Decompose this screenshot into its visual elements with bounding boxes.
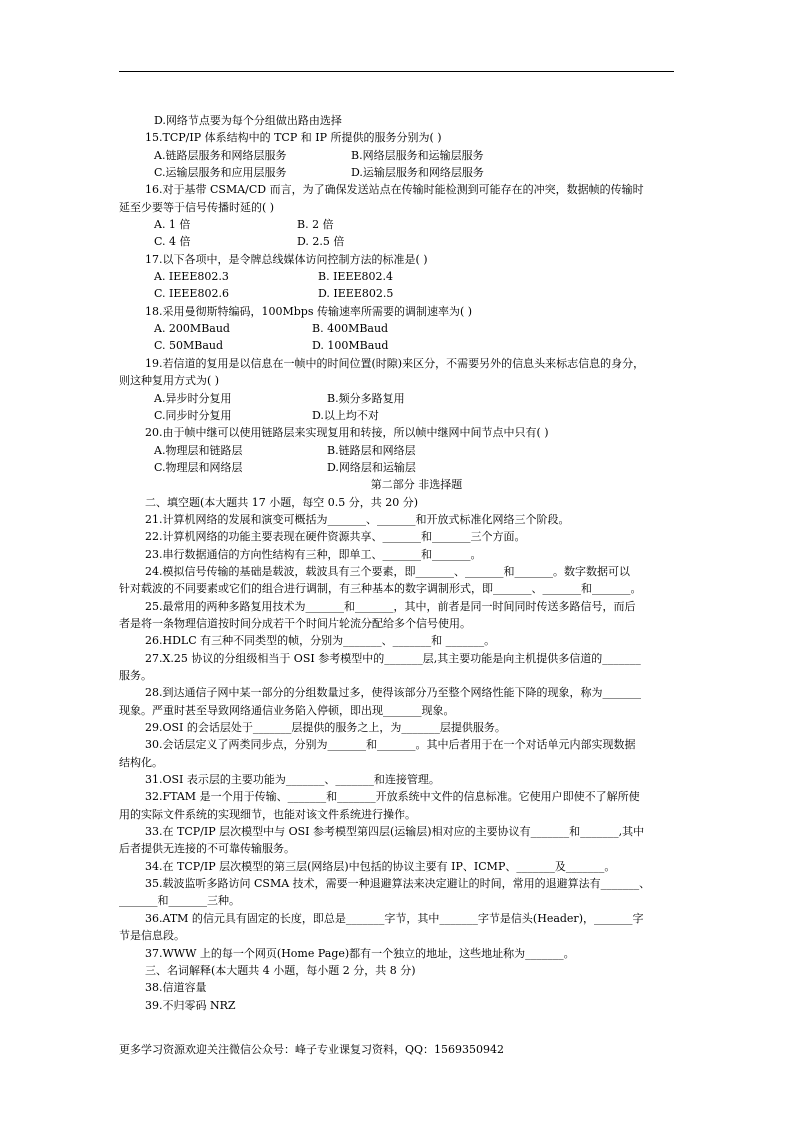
q16-options-row2	[119, 233, 674, 250]
q16-option-a: A. 1 倍	[154, 218, 191, 232]
q15-option-d: D.运输层服务和网络层服务	[351, 166, 484, 180]
q38: 38.信道容量	[145, 981, 207, 995]
q19-option-a: A.异步时分复用	[154, 391, 232, 405]
q20-option-c: C.物理层和网络层	[154, 460, 243, 474]
q20-option-a: A.物理层和链路层	[154, 443, 243, 457]
q27-line2: 服务。	[119, 669, 152, 682]
part2-title: 第二部分 非选择题	[370, 478, 463, 492]
q18-option-c: C. 50MBaud	[154, 339, 224, 353]
q37: 37.WWW 上的每一个网页(Home Page)都有一个独立的地址，这些地址称为_______。	[145, 946, 575, 960]
q20-stem: 20.由于帧中继可以使用链路层来实现复用和转接，所以帧中继网中间节点中只有( )	[145, 426, 549, 440]
q15-options-row1	[119, 147, 674, 164]
q27-line1: 27.X.25 协议的分组级相当于 OSI 参考模型中的_______层,其主要功能是向主机提供多信道的_______	[145, 651, 641, 665]
q25-line2: 者是将一条物理信道按时间分成若干个时间片轮流分配给多个信号使用。	[119, 616, 471, 630]
q18-option-d: D. 100MBaud	[312, 339, 389, 353]
q36-line2: 节是信息段。	[119, 929, 185, 943]
q20-option-b: B.链路层和网络层	[327, 443, 416, 457]
q28-line2: 现象。严重时甚至导致网络通信业务陷入停顿，即出现_______现象。	[119, 703, 455, 717]
q25-line1: 25.最常用的两种多路复用技术为_______和_______，其中，前者是同一时间同时传送多路信号，而后	[145, 599, 636, 613]
q29: 29.OSI 的会话层处于_______层提供的服务之上，为_______层提供服务。	[145, 721, 506, 735]
q17-option-d: D. IEEE802.5	[318, 287, 394, 301]
q15-options-row2	[119, 164, 674, 181]
q15-stem: 15.TCP/IP 体系结构中的 TCP 和 IP 所提供的服务分别为( )	[145, 131, 442, 145]
q20-options-row2	[119, 459, 674, 476]
q16-options-row1	[119, 216, 674, 233]
q17-options-row2	[119, 285, 674, 302]
q28-line1: 28.到达通信子网中某一部分的分组数量过多，使得该部分乃至整个网络性能下降的现象，称为_______	[145, 686, 641, 700]
q19-options-row1	[119, 390, 674, 407]
q16-stem-line2: 延至少要等于信号传播时延的( )	[119, 200, 275, 214]
q17-option-a: A. IEEE802.3	[154, 270, 229, 284]
exam-content	[119, 112, 674, 1014]
q18-stem: 18.采用曼彻斯特编码，100Mbps 传输速率所需要的调制速率为( )	[145, 304, 473, 318]
q15-option-b: B.网络层服务和运输层服务	[351, 148, 484, 162]
q33-line1: 33.在 TCP/IP 层次模型中与 OSI 参考模型第四层(运输层)相对应的主要协议有_______和_______,其中	[145, 825, 645, 839]
q23: 23.串行数据通信的方向性结构有三种，即单工、_______和_______。	[145, 547, 482, 561]
section2-title: 二、填空题(本大题共 17 小题，每空 0.5 分，共 20 分)	[145, 495, 419, 509]
q16-option-d: D. 2.5 倍	[297, 235, 345, 249]
q35-line1: 35.载波监听多路访问 CSMA 技术，需要一种退避算法来决定避让的时间，常用的退避算法有_______、	[145, 877, 651, 891]
q20-option-d: D.网络层和运输层	[327, 460, 416, 474]
page-footer: 更多学习资源欢迎关注微信公众号：峰子专业课复习资料，QQ：1569350942	[119, 1043, 505, 1056]
q15-option-c: C.运输层服务和应用层服务	[154, 166, 287, 180]
q31: 31.OSI 表示层的主要功能为_______、_______和连接管理。	[145, 773, 440, 787]
q35-line2: _______和_______三种。	[119, 894, 240, 908]
q22: 22.计算机网络的功能主要表现在硬件资源共享、_______和_______三个方面。	[145, 530, 526, 544]
q39: 39.不归零码 NRZ	[145, 998, 236, 1012]
q19-option-d: D.以上均不对	[312, 408, 379, 422]
section3-title: 三、名词解释(本大题共 4 小题，每小题 2 分，共 8 分)	[145, 963, 416, 977]
q19-stem-line2: 则这种复用方式为( )	[119, 374, 220, 388]
q34: 34.在 TCP/IP 层次模型的第三层(网络层)中包括的协议主要有 IP、ICMP、_______及_______。	[145, 859, 616, 873]
header-rule	[119, 71, 674, 72]
q30-line2: 结构化。	[119, 755, 163, 769]
q16-stem-line1: 16.对于基带 CSMA/CD 而言，为了确保发送站点在传输时能检测到可能存在的冲突，数据帧的传输时	[145, 183, 644, 197]
q19-option-c: C.同步时分复用	[154, 408, 232, 422]
q19-option-b: B.频分多路复用	[327, 391, 405, 405]
q36-line1: 36.ATM 的信元具有固定的长度，即总是_______字节，其中_______字节是信头(Header)，_______字	[145, 911, 644, 925]
q17-option-c: C. IEEE802.6	[154, 287, 229, 301]
q33-line2: 后者提供无连接的不可靠传输服务。	[119, 842, 295, 856]
q24-line1: 24.模拟信号传输的基础是载波，载波具有三个要素，即_______、_______和_______。数字数据可以	[145, 564, 630, 578]
q17-options-row1	[119, 268, 674, 285]
q16-option-c: C. 4 倍	[154, 235, 191, 249]
q18-options-row2	[119, 337, 674, 354]
q32-line1: 32.FTAM 是一个用于传输、_______和_______开放系统中文件的信息标准。它使用户即使不了解所使	[145, 790, 640, 804]
q18-option-a: A. 200MBaud	[154, 322, 230, 336]
q24-line2: 针对载波的不同要素或它们的组合进行调制，有三种基本的数字调制形式，即_______、_______和_______。	[119, 582, 642, 596]
q15-option-a: A.链路层服务和网络层服务	[154, 148, 287, 162]
q32-line2: 用的实际文件系统的实现细节，也能对该文件系统进行操作。	[119, 807, 416, 821]
q16-option-b: B. 2 倍	[297, 218, 334, 232]
q18-option-b: B. 400MBaud	[312, 322, 389, 336]
q17-option-b: B. IEEE802.4	[318, 270, 394, 284]
q20-options-row1	[119, 442, 674, 459]
q30-line1: 30.会话层定义了两类同步点，分别为_______和_______。其中后者用于在一个对话单元内部实现数据	[145, 738, 636, 752]
q18-options-row1	[119, 320, 674, 337]
q21: 21.计算机网络的发展和演变可概括为_______、_______和开放式标准化网络三个阶段。	[145, 512, 570, 526]
q19-options-row2	[119, 407, 674, 424]
q26: 26.HDLC 有三种不同类型的帧，分别为_______、_______和 _______。	[145, 634, 496, 648]
q19-stem-line1: 19.若信道的复用是以信息在一帧中的时间位置(时隙)来区分，不需要另外的信息头来标志信息的身分，	[145, 356, 645, 370]
q14-option-d: D.网络节点要为每个分组做出路由选择	[154, 114, 342, 127]
q17-stem: 17.以下各项中，是令牌总线媒体访问控制方法的标准是( )	[145, 252, 428, 266]
